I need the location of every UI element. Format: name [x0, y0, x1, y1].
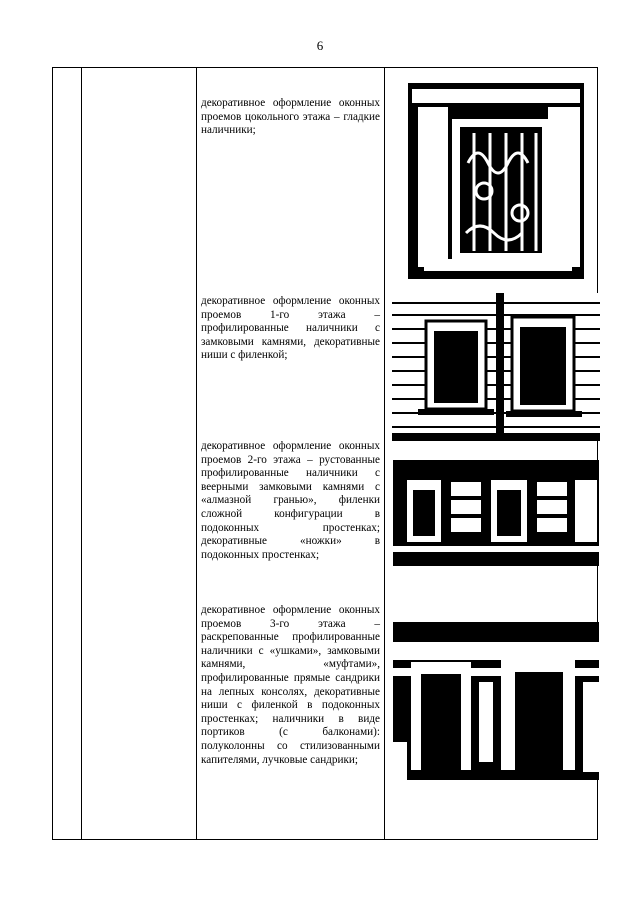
second-floor-windows-photo [393, 460, 599, 566]
row-description: декоративное оформление оконных проемов 1-го этажа – профилированные наличники с замковыми камнями, декоративные ниши с филенкой; [201, 295, 380, 362]
column-divider [81, 68, 82, 839]
column-divider [196, 68, 197, 839]
row-description: декоративное оформление оконных проемов 3-го этажа – раскрепованные профилированные наличники с «ушками», замковыми камнями, «муфтами», профилированные прямые сандрики на лепных консолях, декоративные ниши с филенкой в подоконных простенках; наличники в виде портиков (с балконами): полуколонны со стилизованными капителями, лучковые сандрики; [201, 604, 380, 766]
page-number: 6 [316, 38, 324, 53]
first-floor-windows-photo [392, 293, 600, 441]
row-description: декоративное оформление оконных проемов цокольного этажа – гладкие наличники; [201, 97, 380, 137]
basement-window-grille-photo [408, 83, 584, 279]
row-description: декоративное оформление оконных проемов 2-го этажа – рустованные профилированные наличники с веерными замковыми камнями с «алмазной гранью», филенки сложной конфигурации в подоконных простенках; декоративные «ножки» в подоконных простенках; [201, 440, 380, 561]
third-floor-windows-photo [393, 622, 599, 780]
column-divider [384, 68, 385, 839]
